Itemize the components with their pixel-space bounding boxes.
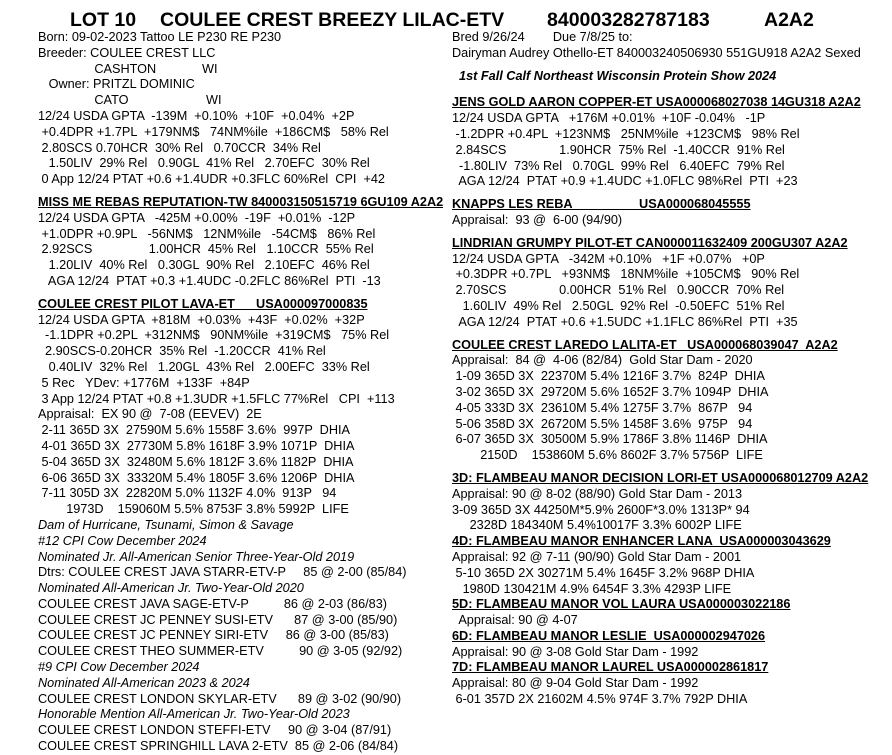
dam-note: Dtrs: COULEE CREST JAVA STARR-ETV-P 85 @ 2-00 (85/84) bbox=[38, 565, 407, 580]
seventh-dam-line: Appraisal: 80 @ 9-04 Gold Star Dam - 1992 bbox=[452, 676, 699, 691]
header-line: Born: 09-02-2023 Tattoo LE P230 RE P230 bbox=[38, 30, 282, 44]
fourth-dam-heading: 4D: FLAMBEAU MANOR ENHANCER LANA USA000003043629 bbox=[452, 534, 831, 549]
dam-line: 1973D 159060M 5.5% 8753F 3.8% 5992P LIFE bbox=[38, 502, 349, 517]
dam-note: COULEE CREST LONDON STEFFI-ETV 90 @ 3-04 (87/91) bbox=[38, 723, 392, 738]
dam-note: Honorable Mention All-American Jr. Two-Year-Old 2023 bbox=[38, 707, 350, 722]
breeding-line: Bred 9/26/24 Due 7/8/25 to: bbox=[452, 30, 633, 44]
dam-note: COULEE CREST JC PENNEY SIRI-ETV 86 @ 3-00 (85/83) bbox=[38, 628, 389, 643]
dam-heading: COULEE CREST PILOT LAVA-ET USA000097000835 bbox=[38, 296, 368, 311]
third-dam-heading: 3D: FLAMBEAU MANOR DECISION LORI-ET USA000068012709 A2A2 bbox=[452, 470, 869, 485]
grumpy-heading: LINDRIAN GRUMPY PILOT-ET CAN000011632409 200GU307 A2A2 bbox=[452, 235, 848, 250]
grumpy-line: 12/24 USDA GPTA -342M +0.10% +1F +0.07% +0P bbox=[452, 251, 765, 266]
dam-note: Nominated Jr. All-American Senior Three-Year-Old 2019 bbox=[38, 549, 355, 564]
maternal-grandsire-line: AGA 12/24 PTAT +0.9 +1.4UDC +1.0FLC 98%Rel PTI +23 bbox=[452, 174, 798, 189]
lalita-line: 4-05 333D 3X 23610M 5.4% 1275F 3.7% 867P 94 bbox=[452, 400, 753, 415]
lot-number: LOT 10 bbox=[70, 9, 137, 31]
breeding-line: Dairyman Audrey Othello-ET 840003240506930 551GU918 A2A2 Sexed bbox=[452, 45, 861, 60]
sire-line: 1.20LIV 40% Rel 0.30GL 90% Rel 2.10EFC 46% Rel bbox=[38, 258, 370, 273]
sixth-dam-line: Appraisal: 90 @ 3-08 Gold Star Dam - 1992 bbox=[452, 644, 699, 659]
maternal-grandsire-heading: JENS GOLD AARON COPPER-ET USA000068027038 14GU318 A2A2 bbox=[452, 95, 861, 110]
spacer bbox=[452, 190, 872, 197]
animal-index-line: +0.4DPR +1.7PL +179NM$ 74NM%ile +186CM$ 58% Rel bbox=[38, 124, 389, 139]
spacer bbox=[452, 331, 872, 338]
grumpy-line: 2.70SCS 0.00HCR 51% Rel 0.90CCR 70% Rel bbox=[452, 283, 785, 298]
third-dam-line: Appraisal: 90 @ 8-02 (88/90) Gold Star Dam - 2013 bbox=[452, 486, 743, 501]
dam-line: 7-11 305D 3X 22820M 5.0% 1132F 4.0% 913P 94 bbox=[38, 486, 337, 501]
maternal-grandsire-line: -1.80LIV 73% Rel 0.70GL 99% Rel 6.40EFC 79% Rel bbox=[452, 158, 785, 173]
sire-line: AGA 12/24 PTAT +0.3 +1.4UDC -0.2FLC 86%Rel PTI -13 bbox=[38, 273, 381, 288]
dam-note: COULEE CREST THEO SUMMER-ETV 90 @ 3-05 (92/92) bbox=[38, 644, 403, 659]
lalita-line: 6-07 365D 3X 30500M 5.9% 1786F 3.8% 1146P DHIA bbox=[452, 432, 768, 447]
maternal-grandsire-line: -1.2DPR +0.4PL +123NM$ 25NM%ile +123CM$ 98% Rel bbox=[452, 126, 800, 141]
third-dam-line: 3-09 365D 3X 44250M*5.9% 2600F*3.0% 1313P* 94 bbox=[452, 502, 750, 517]
registration-number: 840003282787183 bbox=[547, 9, 710, 31]
spacer bbox=[38, 188, 443, 195]
spacer bbox=[452, 229, 872, 236]
animal-index-line: 0 App 12/24 PTAT +0.6 +1.4UDR +0.3FLC 60%Rel CPI +42 bbox=[38, 172, 385, 187]
spacer bbox=[452, 62, 872, 69]
dam-line: 2-11 365D 3X 27590M 5.6% 1558F 3.6% 997P DHIA bbox=[38, 423, 350, 438]
genotype: A2A2 bbox=[764, 9, 814, 31]
award-line: 1st Fall Calf Northeast Wisconsin Protein Show 2024 bbox=[452, 68, 777, 83]
reba-heading: KNAPPS LES REBA USA000068045555 bbox=[452, 197, 751, 212]
sire-line: 12/24 USDA GPTA -425M +0.00% -19F +0.01% -12P bbox=[38, 210, 356, 225]
dam-line: 2.90SCS-0.20HCR 35% Rel -1.20CCR 41% Rel bbox=[38, 344, 326, 359]
dam-note: COULEE CREST JAVA SAGE-ETV-P 86 @ 2-03 (86/83) bbox=[38, 596, 387, 611]
animal-index-line: 1.50LIV 29% Rel 0.90GL 41% Rel 2.70EFC 30% Rel bbox=[38, 156, 370, 171]
dam-note: COULEE CREST JC PENNEY SUSI-ETV 87 @ 3-00 (85/90) bbox=[38, 612, 398, 627]
third-dam-line: 2328D 184340M 5.4%10017F 3.3% 6002P LIFE bbox=[452, 518, 742, 533]
sire-line: +1.0DPR +0.9PL -56NM$ 12NM%ile -54CM$ 86% Rel bbox=[38, 226, 376, 241]
dam-note: #12 CPI Cow December 2024 bbox=[38, 533, 207, 548]
dam-line: 4-01 365D 3X 27730M 5.8% 1618F 3.9% 1071P DHIA bbox=[38, 438, 355, 453]
lalita-line: Appraisal: 84 @ 4-06 (82/84) Gold Star Dam - 2020 bbox=[452, 353, 753, 368]
fifth-dam-line: Appraisal: 90 @ 4-07 bbox=[452, 613, 578, 628]
lalita-line: 1-09 365D 3X 22370M 5.4% 1216F 3.7% 824P DHIA bbox=[452, 369, 765, 384]
left-column bbox=[38, 30, 443, 755]
lalita-line: 5-06 358D 3X 26720M 5.5% 1458F 3.6% 975P 94 bbox=[452, 416, 753, 431]
fifth-dam-heading: 5D: FLAMBEAU MANOR VOL LAURA USA000003022186 bbox=[452, 597, 791, 612]
dam-line: 5-04 365D 3X 32480M 5.6% 1812F 3.6% 1182P DHIA bbox=[38, 454, 354, 469]
dam-note: COULEE CREST LONDON SKYLAR-ETV 89 @ 3-02 (90/90) bbox=[38, 691, 402, 706]
spacer bbox=[452, 464, 872, 471]
spacer bbox=[38, 290, 443, 297]
dam-line: 5 Rec YDev: +1776M +133F +84P bbox=[38, 375, 250, 390]
dam-note: #9 CPI Cow December 2024 bbox=[38, 660, 200, 675]
lalita-line: 2150D 153860M 5.6% 8602F 3.7% 5756P LIFE bbox=[452, 448, 763, 463]
sire-line: 2.92SCS 1.00HCR 45% Rel 1.10CCR 55% Rel bbox=[38, 242, 374, 257]
grumpy-line: +0.3DPR +0.7PL +93NM$ 18NM%ile +105CM$ 90% Rel bbox=[452, 267, 800, 282]
dam-line: 6-06 365D 3X 33320M 5.4% 1805F 3.6% 1206P DHIA bbox=[38, 470, 355, 485]
dam-line: 0.40LIV 32% Rel 1.20GL 43% Rel 2.00EFC 33% Rel bbox=[38, 359, 370, 374]
reba-line: Appraisal: 93 @ 6-00 (94/90) bbox=[452, 212, 623, 227]
dam-line: -1.1DPR +0.2PL +312NM$ 90NM%ile +319CM$ 75% Rel bbox=[38, 328, 390, 343]
animal-name: COULEE CREST BREEZY LILAC-ETV bbox=[160, 9, 505, 31]
header-line: Owner: PRITZL DOMINIC bbox=[38, 77, 195, 92]
dam-note: Nominated All-American Jr. Two-Year-Old 2020 bbox=[38, 581, 304, 596]
seventh-dam-line: 6-01 357D 2X 21602M 4.5% 974F 3.7% 792P DHIA bbox=[452, 692, 748, 707]
fourth-dam-line: 1980D 130421M 4.9% 6454F 3.3% 4293P LIFE bbox=[452, 581, 732, 596]
animal-index-line: 2.80SCS 0.70HCR 30% Rel 0.70CCR 34% Rel bbox=[38, 140, 321, 155]
lalita-line: 3-02 365D 3X 29720M 5.6% 1652F 3.7% 1094P DHIA bbox=[452, 384, 769, 399]
dam-line: Appraisal: EX 90 @ 7-08 (EEVEV) 2E bbox=[38, 407, 262, 422]
maternal-grandsire-line: 12/24 USDA GPTA +176M +0.01% +10F -0.04% -1P bbox=[452, 111, 766, 126]
fourth-dam-line: Appraisal: 92 @ 7-11 (90/90) Gold Star Dam - 2001 bbox=[452, 549, 742, 564]
spacer bbox=[452, 84, 872, 95]
dam-note: Dam of Hurricane, Tsunami, Simon & Savage bbox=[38, 517, 294, 532]
header-line: CATO WI bbox=[38, 93, 222, 108]
maternal-grandsire-line: 2.84SCS 1.90HCR 75% Rel -1.40CCR 91% Rel bbox=[452, 142, 785, 157]
dam-note: Nominated All-American 2023 & 2024 bbox=[38, 675, 250, 690]
header-line: Breeder: COULEE CREST LLC bbox=[38, 45, 216, 60]
animal-index-line: 12/24 USDA GPTA -139M +0.10% +10F +0.04% +2P bbox=[38, 108, 355, 123]
seventh-dam-heading: 7D: FLAMBEAU MANOR LAUREL USA000002861817 bbox=[452, 660, 769, 675]
header-line: CASHTON WI bbox=[38, 61, 218, 76]
grumpy-line: AGA 12/24 PTAT +0.6 +1.5UDC +1.1FLC 86%Rel PTI +35 bbox=[452, 314, 798, 329]
sire-heading: MISS ME REBAS REPUTATION-TW 840003150515719 6GU109 A2A2 bbox=[38, 194, 443, 209]
right-column bbox=[452, 30, 872, 708]
dam-note: COULEE CREST SPRINGHILL LAVA 2-ETV 85 @ 2-06 (84/84) bbox=[38, 739, 399, 754]
dam-line: 3 App 12/24 PTAT +0.8 +1.3UDR +1.5FLC 77%Rel CPI +113 bbox=[38, 391, 395, 406]
sixth-dam-heading: 6D: FLAMBEAU MANOR LESLIE USA000002947026 bbox=[452, 628, 766, 643]
dam-line: 12/24 USDA GPTA +818M +0.03% +43F +0.02% +32P bbox=[38, 312, 365, 327]
fourth-dam-line: 5-10 365D 2X 30271M 5.4% 1645F 3.2% 968P DHIA bbox=[452, 565, 755, 580]
lalita-heading: COULEE CREST LAREDO LALITA-ET USA000068039047 A2A2 bbox=[452, 337, 838, 352]
grumpy-line: 1.60LIV 49% Rel 2.50GL 92% Rel -0.50EFC 51% Rel bbox=[452, 298, 785, 313]
